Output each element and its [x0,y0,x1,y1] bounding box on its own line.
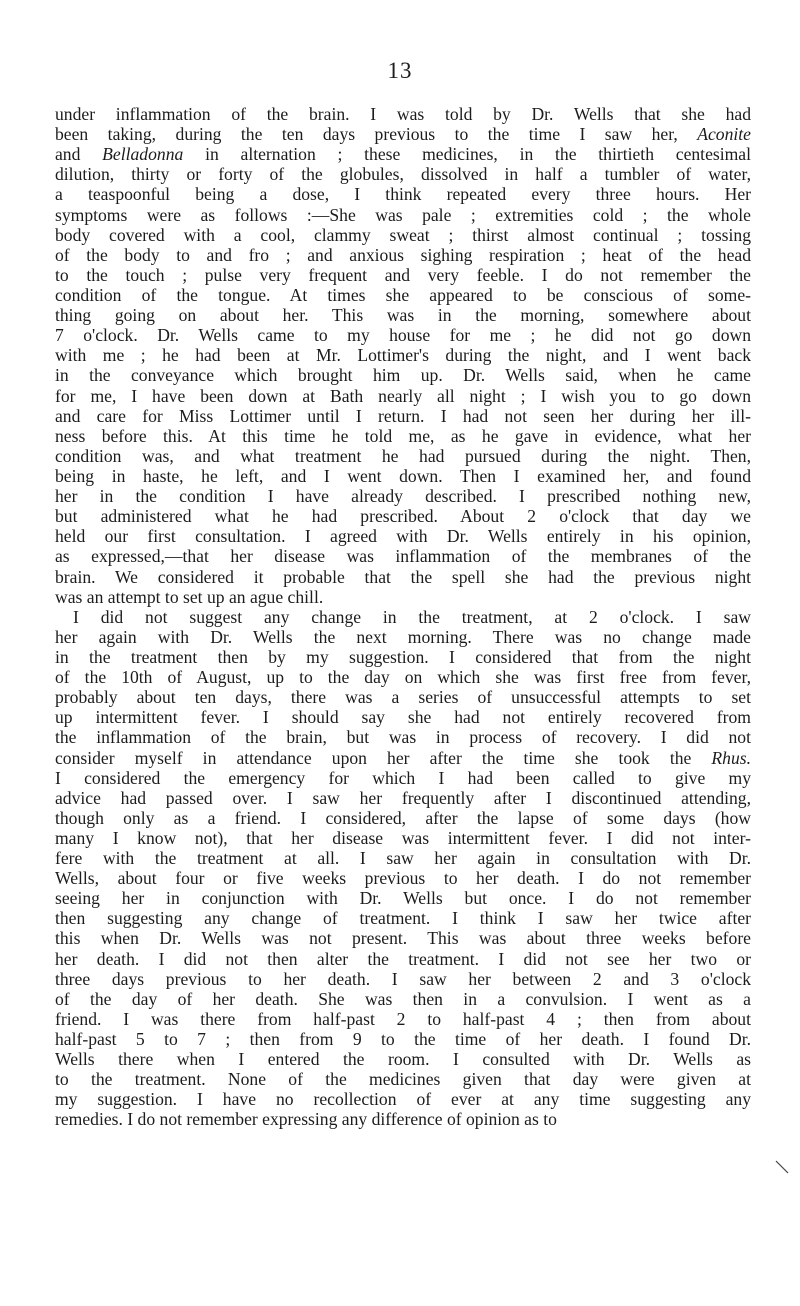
text-line: to the treatment. None of the medicines given that day were given at [55,1069,751,1090]
text-line: in the treatment then by my suggestion. I considered that from the night [55,646,751,667]
text-line: I did not suggest any change in the treatment, at 2 o'clock. I saw [73,606,751,627]
text-line: friend. I was there from half-past 2 to half-past 4 ; then from about [55,1008,751,1029]
text-line: condition was, and what treatment he had pursued during the night. Then, [55,445,751,466]
text-line: consider myself in attendance upon her after the time she took the Rhus. [55,747,751,768]
text-line: held our first consultation. I agreed with Dr. Wells entirely in his opinion, [55,526,751,547]
text-line: of the body to and fro ; and anxious sighing respiration ; heat of the head [55,244,751,265]
text-line: brain. We considered it probable that the spell she had the previous night [55,566,751,587]
text-line: but administered what he had prescribed. About 2 o'clock that day we [55,506,751,527]
text-line: seeing her in conjunction with Dr. Wells but once. I do not remember [55,888,751,909]
text-line: half-past 5 to 7 ; then from 9 to the time of her death. I found Dr. [55,1029,751,1050]
text-line: to the touch ; pulse very frequent and very feeble. I do not remember the [55,264,751,285]
text-line: dilution, thirty or forty of the globules, dissolved in half a tumbler of water, [55,164,751,185]
text-line: though only as a friend. I considered, after the lapse of some days (how [55,807,751,828]
text-line: of the 10th of August, up to the day on which she was first free from fever, [55,667,751,688]
text-line: and Belladonna in alternation ; these medicines, in the thirtieth centesimal [55,144,751,165]
text-line: with me ; he had been at Mr. Lottimer's during the night, and I went back [55,345,751,366]
text-line: remedies. I do not remember expressing any difference of opinion as to [55,1109,557,1130]
text-line: of the day of her death. She was then in a convulsion. I went as a [55,988,751,1009]
paragraph [55,607,751,1130]
text-line: I considered the emergency for which I had been called to give my [55,767,751,788]
text-line: a teaspoonful being a dose, I think repeated every three hours. Her [55,184,751,205]
text-line: under inflammation of the brain. I was told by Dr. Wells that she had [55,104,751,124]
text-line: my suggestion. I have no recollection of ever at any time suggesting any [55,1089,751,1110]
text-line: ness before this. At this time he told me, as he gave in evidence, what her [55,425,751,446]
text-line: and care for Miss Lottimer until I return. I had not seen her during her ill- [55,405,751,426]
text-line: then suggesting any change of treatment. I think I saw her twice after [55,908,751,929]
text-line: 7 o'clock. Dr. Wells came to my house for me ; he did not go down [55,325,751,346]
text-line: probably about ten days, there was a series of unsuccessful attempts to set [55,687,751,708]
text-line: in the conveyance which brought him up. Dr. Wells said, when he came [55,365,751,386]
text-line: being in haste, he left, and I went down. Then I examined her, and found [55,465,751,486]
text-line: thing going on about her. This was in the morning, somewhere about [55,305,751,326]
text-line: her death. I did not then alter the treatment. I did not see her two or [55,948,751,969]
text-line: condition of the tongue. At times she appeared to be conscious of some- [55,284,751,305]
text-line: fere with the treatment at all. I saw her again in consultation with Dr. [55,848,751,869]
text-line: her in the condition I have already described. I prescribed nothing new, [55,486,751,507]
text-line: for me, I have been down at Bath nearly all night ; I wish you to go down [55,385,751,406]
text-line: Wells, about four or five weeks previous to her death. I do not remember [55,868,751,889]
text-line: three days previous to her death. I saw her between 2 and 3 o'clock [55,968,751,989]
text-line: Wells there when I entered the room. I consulted with Dr. Wells as [55,1049,751,1070]
text-line: many I know not), that her disease was intermittent fever. I did not inter- [55,827,751,848]
text-line: advice had passed over. I saw her frequently after I discontinued attending, [55,787,751,808]
text-line: was an attempt to set up an ague chill. [55,586,324,607]
page-number: 13 [387,58,413,83]
body-text [55,104,751,1130]
margin-mark-icon [775,1160,789,1174]
text-line: body covered with a cool, clammy sweat ; thirst almost continual ; tossing [55,224,751,245]
paragraph [55,104,751,607]
text-line: been taking, during the ten days previous to the time I saw her, Aconite [55,124,751,145]
text-line: symptoms were as follows :—She was pale ; extremities cold ; the whole [55,204,751,225]
text-line: up intermittent fever. I should say she had not entirely recovered from [55,707,751,728]
text-line: as expressed,—that her disease was inflammation of the membranes of the [55,546,751,567]
text-line: the inflammation of the brain, but was in process of recovery. I did not [55,727,751,748]
text-line: this when Dr. Wells was not present. This was about three weeks before [55,928,751,949]
text-line: her again with Dr. Wells the next morning. There was no change made [55,626,751,647]
